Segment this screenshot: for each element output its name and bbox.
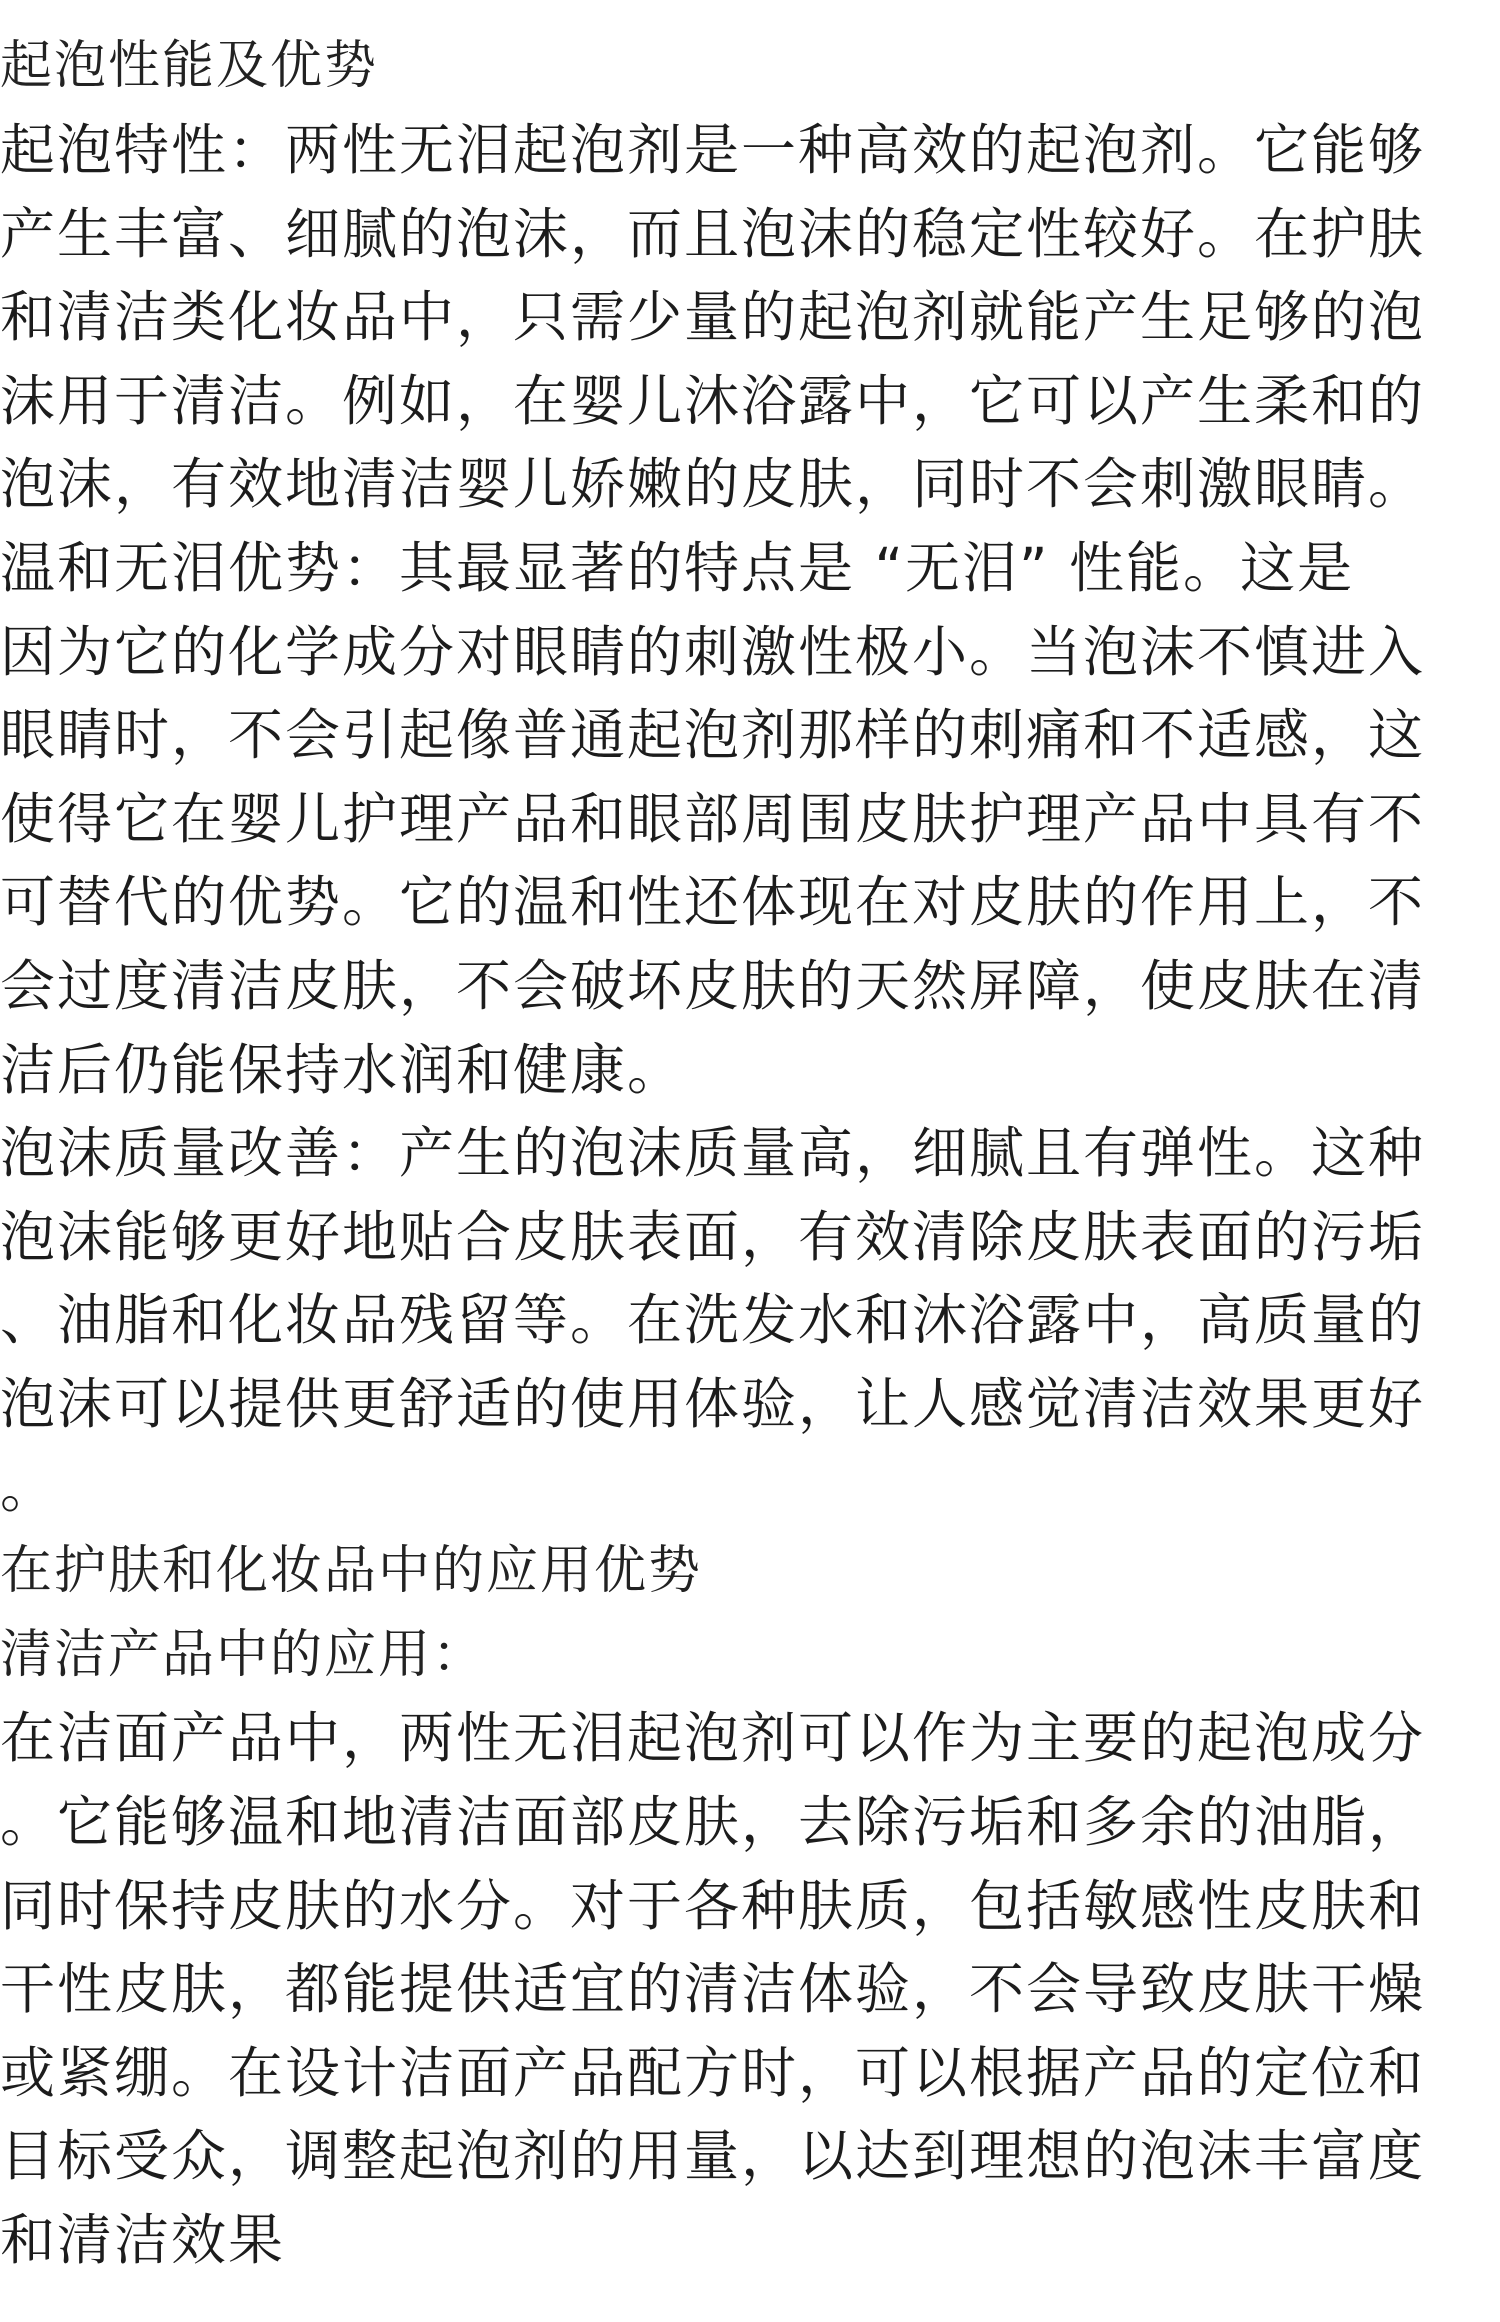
text-line: 眼睛时，不会引起像普通起泡剂那样的刺痛和不适感，这 bbox=[0, 703, 1426, 767]
text-line: 或紧绷。在设计洁面产品配方时，可以根据产品的定位和 bbox=[0, 2041, 1426, 2105]
text-line: 和清洁类化妆品中，只需少量的起泡剂就能产生足够的泡 bbox=[0, 285, 1426, 349]
text-line: 和清洁效果 bbox=[0, 2208, 286, 2272]
section-heading-foaming: 起泡性能及优势 bbox=[0, 36, 379, 96]
text-line: 会过度清洁皮肤，不会破坏皮肤的天然屏障，使皮肤在清 bbox=[0, 954, 1426, 1018]
text-line: 在洁面产品中，两性无泪起泡剂可以作为主要的起泡成分 bbox=[0, 1706, 1426, 1770]
text-line: 泡沫能够更好地贴合皮肤表面，有效清除皮肤表面的污垢 bbox=[0, 1205, 1426, 1269]
text-line: 使得它在婴儿护理产品和眼部周围皮肤护理产品中具有不 bbox=[0, 787, 1426, 851]
text-line: 。 bbox=[0, 1456, 58, 1520]
text-line: 泡沫，有效地清洁婴儿娇嫩的皮肤，同时不会刺激眼睛。 bbox=[0, 452, 1426, 516]
text-line: 沫用于清洁。例如，在婴儿沐浴露中，它可以产生柔和的 bbox=[0, 369, 1426, 433]
text-line: 因为它的化学成分对眼睛的刺激性极小。当泡沫不慎进入 bbox=[0, 620, 1426, 684]
text-line: 可替代的优势。它的温和性还体现在对皮肤的作用上，不 bbox=[0, 870, 1426, 934]
text-line: 、油脂和化妆品残留等。在洗发水和沐浴露中，高质量的 bbox=[0, 1288, 1426, 1352]
text-line: 。它能够温和地清洁面部皮肤，去除污垢和多余的油脂， bbox=[0, 1790, 1426, 1854]
text-line: 干性皮肤，都能提供适宜的清洁体验，不会导致皮肤干燥 bbox=[0, 1957, 1426, 2021]
text-line: 同时保持皮肤的水分。对于各种肤质，包括敏感性皮肤和 bbox=[0, 1874, 1426, 1938]
text-line: 泡沫可以提供更舒适的使用体验，让人感觉清洁效果更好 bbox=[0, 1372, 1426, 1436]
subsection-heading-cleansing: 清洁产品中的应用： bbox=[0, 1625, 487, 1685]
text-line: 目标受众，调整起泡剂的用量，以达到理想的泡沫丰富度 bbox=[0, 2124, 1426, 2188]
text-line: 产生丰富、细腻的泡沫，而且泡沫的稳定性较好。在护肤 bbox=[0, 202, 1426, 266]
text-line: 温和无泪优势：其最显著的特点是 “无泪” 性能。这是 bbox=[0, 536, 1354, 600]
text-line: 泡沫质量改善：产生的泡沫质量高，细腻且有弹性。这种 bbox=[0, 1121, 1426, 1185]
section-heading-applications: 在护肤和化妆品中的应用优势 bbox=[0, 1541, 703, 1601]
text-line: 洁后仍能保持水润和健康。 bbox=[0, 1038, 685, 1102]
text-line: 起泡特性：两性无泪起泡剂是一种高效的起泡剂。它能够 bbox=[0, 118, 1426, 182]
